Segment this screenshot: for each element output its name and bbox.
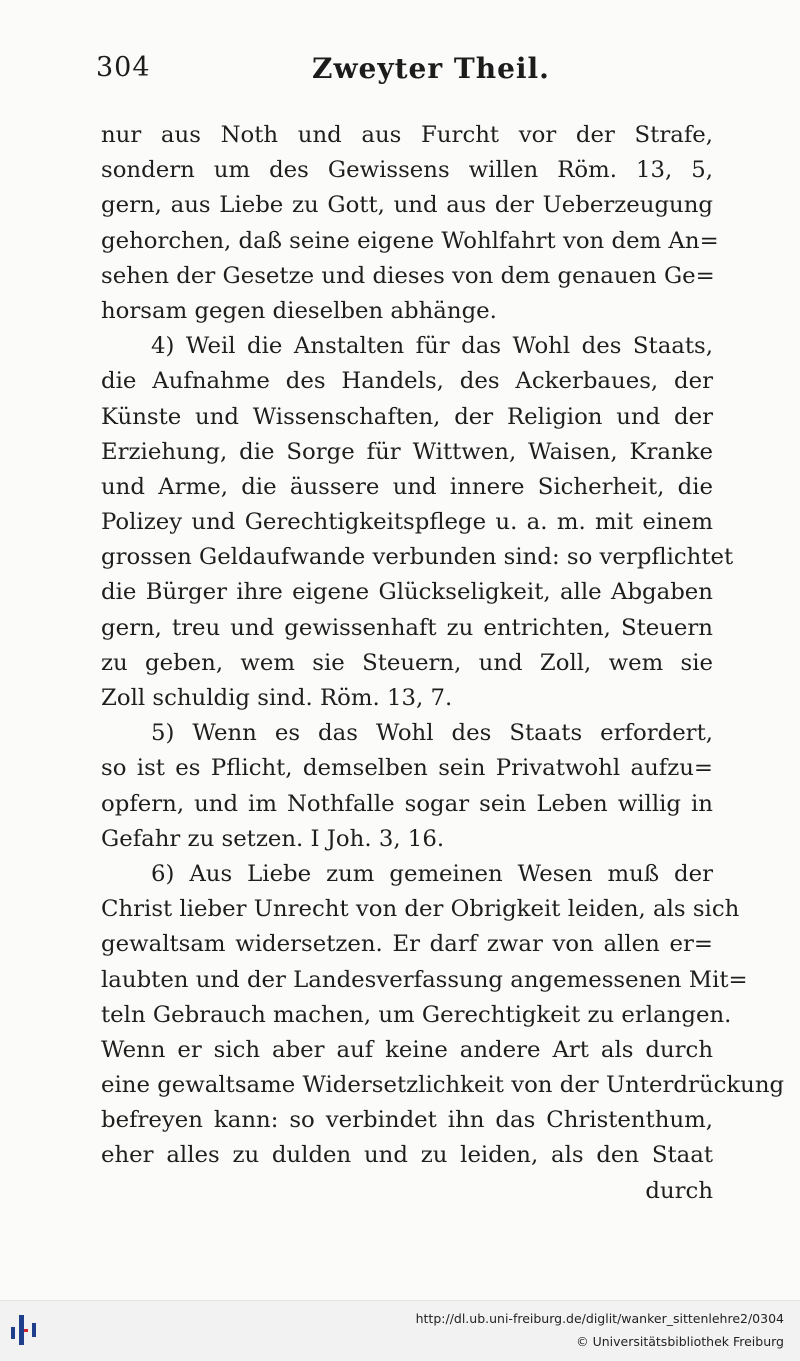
- text-line: Künste und Wissenschaften, der Religion und der: [101, 403, 713, 430]
- text-line: Wenn er sich aber auf keine andere Art als durch: [101, 1036, 713, 1063]
- text-line: 5) Wenn es das Wohl des Staats erfordert,: [151, 720, 713, 747]
- text-line: laubten und der Landesverfassung angemessenen Mit=: [101, 966, 748, 993]
- page-header: [96, 52, 710, 100]
- text-line: Polizey und Gerechtigkeitspflege u. a. m. mit einem: [101, 509, 713, 536]
- text-line: opfern, und im Nothfalle sogar sein Leben willig in: [101, 790, 713, 817]
- text-line: grossen Geldaufwande verbunden sind: so verpflichtet: [101, 544, 734, 571]
- text-line: horsam gegen dieselben abhänge.: [101, 297, 497, 324]
- text-line: 4) Weil die Anstalten für das Wohl des Staats,: [151, 333, 713, 360]
- viewer-footer: [0, 1300, 800, 1361]
- text-line: und Arme, die äussere und innere Sicherheit, die: [101, 473, 713, 500]
- text-line: Erziehung, die Sorge für Wittwen, Waisen, Kranke: [101, 438, 713, 465]
- logo-bar-left: [11, 1327, 15, 1339]
- logo-bar-right: [32, 1323, 36, 1337]
- copyright-notice: © Universitätsbibliothek Freiburg: [576, 1334, 784, 1349]
- text-line: gern, aus Liebe zu Gott, und aus der Ueberzeugung: [101, 192, 713, 219]
- running-head: Zweyter Theil.: [312, 52, 550, 85]
- page-number: 304: [96, 52, 151, 83]
- permalink-url[interactable]: http://dl.ub.uni-freiburg.de/diglit/wanker_sittenlehre2/0304: [415, 1311, 784, 1326]
- logo-bar-center: [19, 1315, 24, 1345]
- text-line: die Aufnahme des Handels, des Ackerbaues, der: [101, 368, 713, 395]
- text-line: eine gewaltsame Widersetzlichkeit von der Unterdrückung: [101, 1072, 785, 1099]
- text-line: so ist es Pflicht, demselben sein Privatwohl aufzu=: [101, 755, 713, 782]
- text-line: zu geben, wem sie Steuern, und Zoll, wem sie: [101, 649, 713, 676]
- text-line: gern, treu und gewissenhaft zu entrichten, Steuern: [101, 614, 713, 641]
- text-line: Gefahr zu setzen. I Joh. 3, 16.: [101, 825, 445, 852]
- text-line: die Bürger ihre eigene Glückseligkeit, alle Abgaben: [101, 579, 713, 606]
- text-line: Christ lieber Unrecht von der Obrigkeit leiden, als sich: [101, 896, 740, 923]
- text-line: gewaltsam widersetzen. Er darf zwar von allen er=: [101, 931, 713, 958]
- catchword: durch: [645, 1177, 713, 1204]
- logo-dash-red: [24, 1329, 28, 1332]
- text-line: sondern um des Gewissens willen Röm. 13, 5,: [101, 157, 713, 184]
- text-line: 6) Aus Liebe zum gemeinen Wesen muß der: [151, 860, 713, 887]
- text-line: sehen der Gesetze und dieses von dem genauen Ge=: [101, 262, 715, 289]
- text-line: teln Gebrauch machen, um Gerechtigkeit zu erlangen.: [101, 1001, 732, 1028]
- text-line: eher alles zu dulden und zu leiden, als den Staat: [101, 1142, 713, 1169]
- text-line: Zoll schuldig sind. Röm. 13, 7.: [101, 685, 453, 711]
- text-line: befreyen kann: so verbindet ihn das Christenthum,: [101, 1107, 713, 1134]
- text-line: gehorchen, daß seine eigene Wohlfahrt von dem An=: [101, 227, 719, 254]
- library-logo-icon: [10, 1313, 40, 1347]
- text-line: nur aus Noth und aus Furcht vor der Strafe,: [101, 122, 713, 148]
- body-text: [101, 118, 785, 1209]
